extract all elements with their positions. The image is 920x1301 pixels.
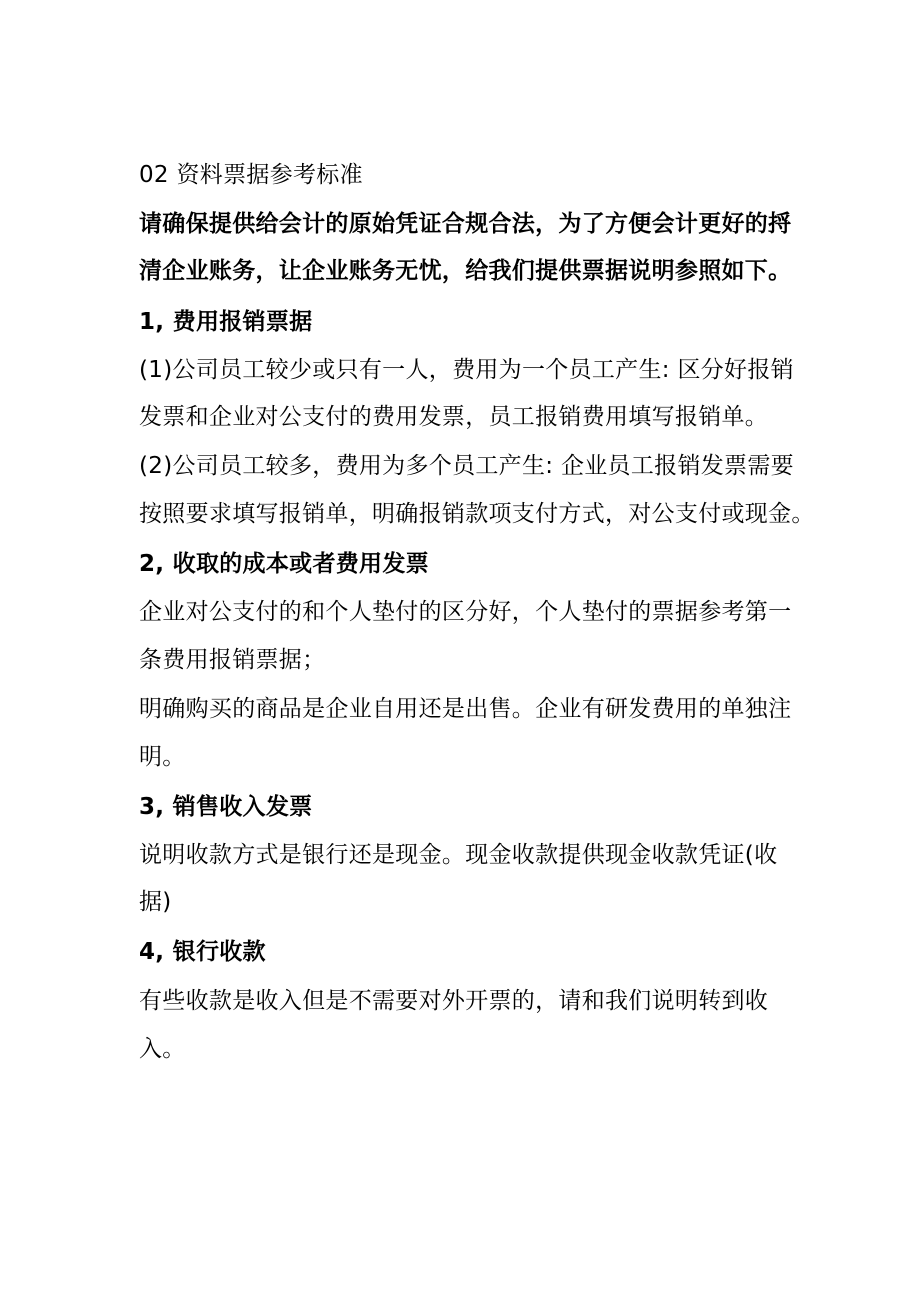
section-1-heading: 1, 费用报销票据 [139,309,313,335]
section-2-line-1: 企业对公支付的和个人垫付的区分好，个人垫付的票据参考第一 [139,599,792,625]
section-4-heading: 4, 银行收款 [139,939,266,965]
section-2-line-4: 明。 [139,744,186,770]
section-2-heading: 2, 收取的成本或者费用发票 [139,551,429,577]
section-1-line-1: (1)公司员工较少或只有一人，费用为一个员工产生: 区分好报销 [139,357,794,383]
section-1-line-4: 按照要求填写报销单，明确报销款项支付方式，对公支付或现金。 [139,501,815,527]
section-4-line-2: 入。 [139,1036,186,1062]
section-2-line-2: 条费用报销票据； [139,647,326,673]
intro-line-2: 清企业账务，让企业账务无忧，给我们提供票据说明参照如下。 [139,258,792,284]
section-1-line-3: (2)公司员工较多，费用为多个员工产生: 企业员工报销发票需要 [139,453,794,479]
section-3-line-2: 据) [139,889,172,915]
doc-title: 02 资料票据参考标准 [139,162,363,188]
section-4-line-1: 有些收款是收入但是不需要对外开票的，请和我们说明转到收 [139,988,769,1014]
section-3-line-1: 说明收款方式是银行还是现金。现金收款提供现金收款凭证(收 [139,842,778,868]
section-2-line-3: 明确购买的商品是企业自用还是出售。企业有研发费用的单独注 [139,696,792,722]
intro-line-1: 请确保提供给会计的原始凭证合规合法，为了方便会计更好的捋 [139,211,792,237]
section-3-heading: 3, 销售收入发票 [139,794,313,820]
section-1-line-2: 发票和企业对公支付的费用发票，员工报销费用填写报销单。 [139,404,769,430]
